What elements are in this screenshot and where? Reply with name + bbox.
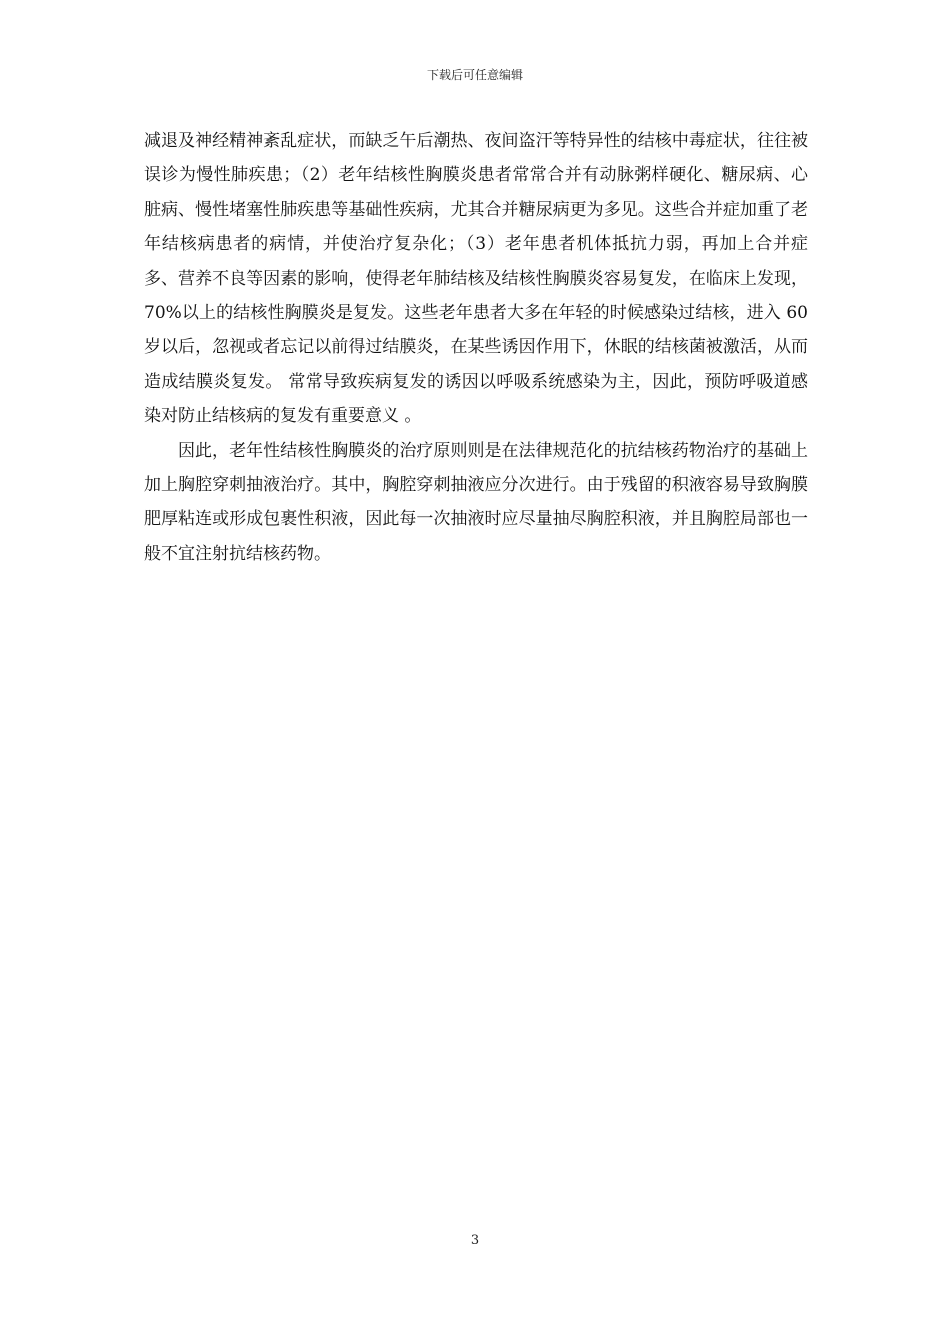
page-header: 下载后可任意编辑 [426,68,523,82]
paragraph-treatment-principle: 因此，老年性结核性胸膜炎的治疗原则则是在法律规范化的抗结核药物治疗的基础上加上胸腔穿刺抽液治疗。其中，胸腔穿刺抽液应分次进行。由于残留的积液容易导致胸膜肥厚粘连或形成包裹性积液，因此每一次抽液时应尽量抽尽胸腔积液，并且胸腔局部也一般不宜注射抗结核药物。 [144,440,808,564]
page-number: 3 [470,1233,480,1248]
paragraph-continued: 减退及神经精神紊乱症状，而缺乏午后潮热、夜间盗汗等特异性的结核中毒症状，往往被误诊为慢性肺疾患；（2）老年结核性胸膜炎患者常常合并有动脉粥样硬化、糖尿病、心脏病、慢性堵塞性肺疾患等基础性疾病，尤其合并糖尿病更为多见。这些合并症加重了老年结核病患者的病情，并使治疗复杂化；（3）老年患者机体抵抗力弱，再加上合并症多、营养不良等因素的影响，使得老年肺结核及结核性胸膜炎容易复发，在临床上发现，70%以上的结核性胸膜炎是复发。这些老年患者大多在年轻的时候感染过结核，进入 60 岁以后，忽视或者忘记以前得过结膜炎，在某些诱因作用下，休眠的结核菌被激活，从而造成结膜炎复发。 常常导致疾病复发的诱因以呼吸系统感染为主，因此，预防呼吸道感染对防止结核病的复发有重要意义 。 [144,131,808,427]
document-body [144,124,808,571]
